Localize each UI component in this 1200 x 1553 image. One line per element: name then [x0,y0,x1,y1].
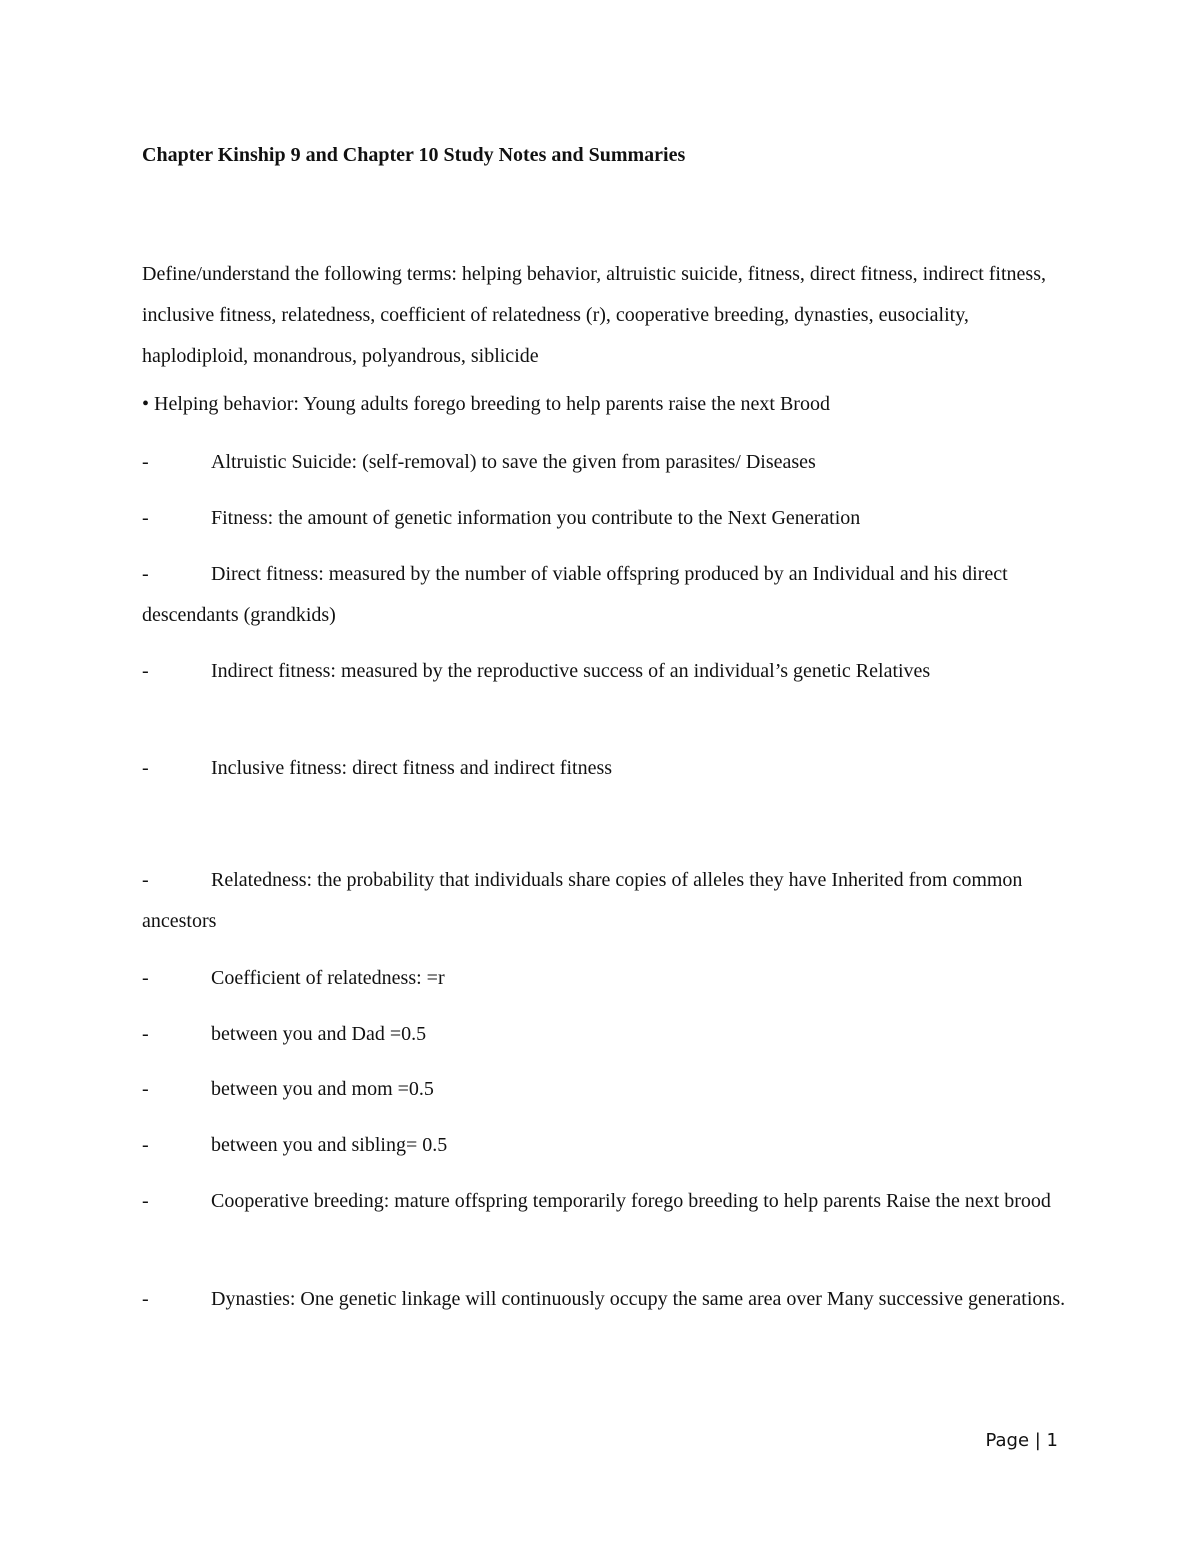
dash-marker: - [142,660,149,682]
list-item-text: between you and sibling= 0.5 [211,1134,448,1156]
list-item [142,1125,1067,1166]
list-item [142,1014,1067,1055]
dash-marker: - [142,757,149,779]
list-item-text: Relatedness: the probability that individuals share copies of alleles they have Inherited from common ancestors [142,869,1023,932]
intro-paragraph: Define/understand the following terms: helping behavior, altruistic suicide, fitness, direct fitness, indirect fitness, inclusive fitness, relatedness, coefficient of relatedness (r), cooperative breeding, dynasties, eusociality, haplodiploid, monandrous, polyandrous, siblicide [142,263,1046,367]
list-item [142,498,1067,539]
list-item [142,442,1067,483]
dash-marker: - [142,507,149,529]
list-item-text: Inclusive fitness: direct fitness and indirect fitness [211,757,613,779]
list-item [142,651,1067,692]
dash-marker: - [142,1190,149,1212]
list-item [142,860,1067,942]
document-title: Chapter Kinship 9 and Chapter 10 Study Notes and Summaries [142,144,686,166]
list-item-text: Coefficient of relatedness: =r [211,967,445,989]
list-item [142,1279,1067,1320]
list-item-text: Direct fitness: measured by the number of viable offspring produced by an Individual and his direct descendants (grandkids) [142,563,1008,626]
dash-marker: - [142,869,149,891]
helping-behavior-bullet: • Helping behavior: Young adults forego breeding to help parents raise the next Brood [142,393,830,415]
list-item-text: Altruistic Suicide: (self-removal) to save the given from parasites/ Diseases [211,451,816,473]
list-item [142,748,1067,789]
list-item [142,958,1067,999]
dash-marker: - [142,967,149,989]
dash-marker: - [142,1078,149,1100]
list-item [142,1069,1067,1110]
page-number: Page | 1 [985,1430,1058,1451]
dash-marker: - [142,1023,149,1045]
dash-marker: - [142,1288,149,1310]
list-item-text: Indirect fitness: measured by the reproductive success of an individual’s genetic Relatives [211,660,931,682]
list-item-text: Cooperative breeding: mature offspring temporarily forego breeding to help parents Raise the next brood [211,1190,1051,1212]
list-item-text: between you and Dad =0.5 [211,1023,427,1045]
list-item [142,554,1067,636]
list-item-text: Fitness: the amount of genetic information you contribute to the Next Generation [211,507,861,529]
list-item [142,1181,1067,1222]
list-item-text: between you and mom =0.5 [211,1078,434,1100]
list-item-text: Dynasties: One genetic linkage will continuously occupy the same area over Many successive generations. [211,1288,1066,1310]
dash-marker: - [142,451,149,473]
dash-marker: - [142,563,149,585]
dash-marker: - [142,1134,149,1156]
